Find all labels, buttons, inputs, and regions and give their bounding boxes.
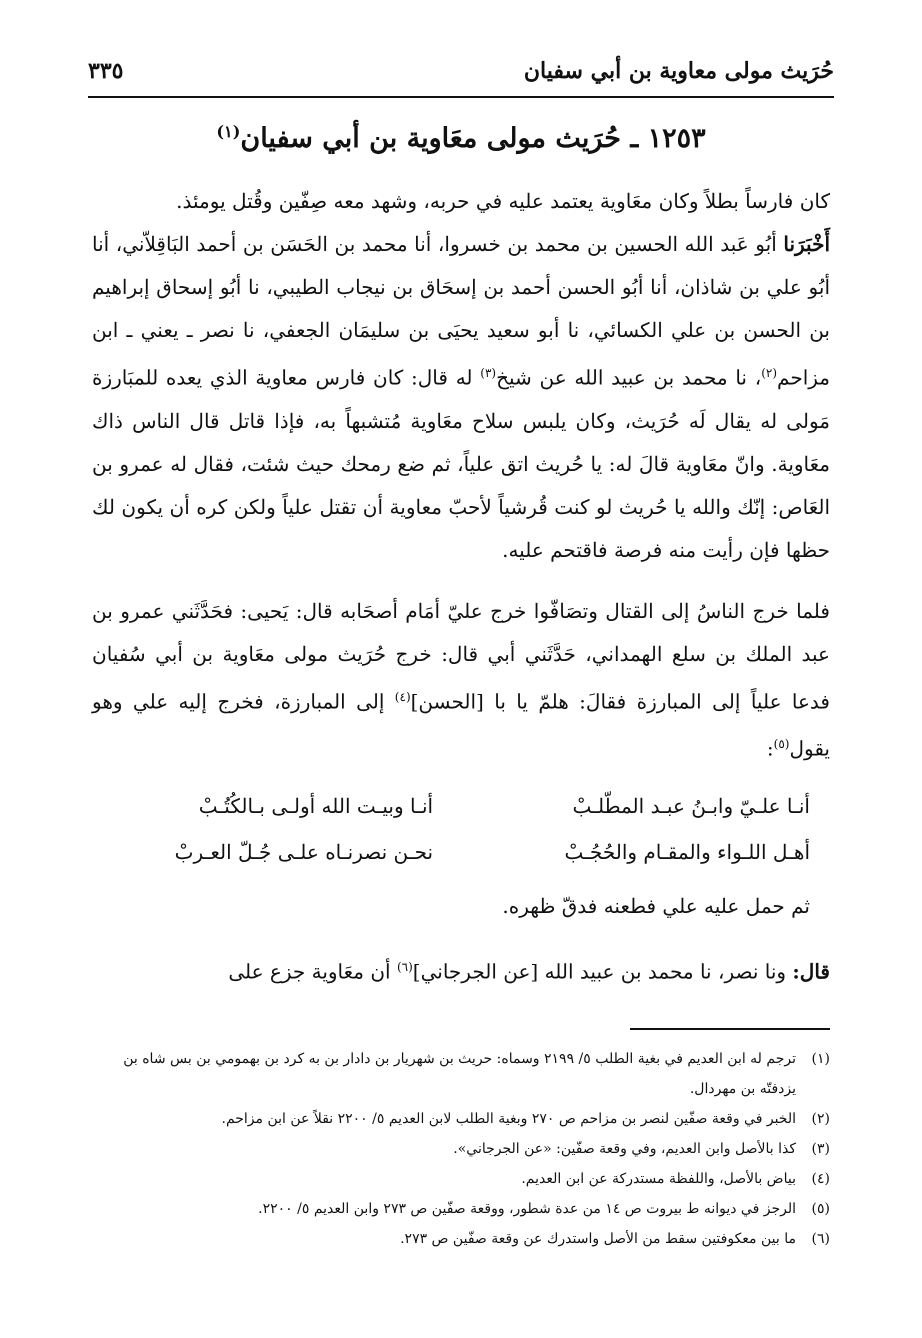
footnote-ref-1[interactable]: (١) (216, 122, 241, 141)
paragraph-keyword: قال: (792, 959, 830, 984)
poem-hemistich-first: أنـا علـيّ وابـنُ عبـد المطّلـبْ (572, 793, 810, 818)
footnote-ref-4[interactable]: (٤) (394, 689, 411, 704)
footnote-item (92, 1104, 830, 1134)
paragraph-text: له قال: كان فارس معاوية الذي يعده للمبَارزة مَولى له يقال لَه حُرَيث، وكان يلبس سلاح معَاوية مُتشبهاً به، فإذا قاتل قال الناس ذاك معَاوية. وانّ معَاوية قالَ له: يا حُريث اتق علياً، ثم ضع رمحك حيث شئت، فقال له عمرو بن العَاص: إنّك والله يا حُريث لو كنت قُرشياً لأحبّ معاوية أن تقتل علياً ولكن كره أن يكون لك حظها فإن رأيت منه فرصة فاقتحم عليه. (92, 365, 830, 562)
paragraph-text: أبُو عَبد الله الحسين بن محمد بن خسروا، أنا محمد بن الحَسَن بن أحمد البَاقِلاّني، أنا أبُو علي بن شاذان، أنا أبُو الحسن أحمد بن إسحَاق بن نيجاب الطيبي، نا أبُو إسحاق إبراهيم بن الحسن بن علي الكسائي، نا أبو سعيد يحيَى بن سليمَان الجعفي، نا نصر ـ يعني ـ ابن مزاحم (92, 232, 831, 390)
entry-title (88, 122, 834, 154)
footnote-item (92, 1194, 830, 1224)
footnote-ref-5[interactable]: (٥) (773, 737, 790, 752)
poem-line (112, 829, 810, 875)
footnote-text: الخبر في وقعة صفّين لنصر بن مزاحم ص ٢٧٠ وبغية الطلب لابن العديم ٥/ ٢٢٠٠ نقلاً عن ابن مزاحم. (221, 1111, 796, 1127)
paragraph-text: : (766, 736, 774, 761)
paragraph-text: فلما خرج الناسُ إلى القتال وتصَافّوا خرج عليّ أمَام أصحَابه قال: يَحيى: فحَدَّثَني عمرو بن عبد الملك بن سلع الهمداني، حَدَّثَني أبي قال: خرج حُرَيث مولى معَاوية بن أبي سُفيان فدعا علياً إلى المبارزة فقالَ: هلمّ يا با [الحسن] (92, 598, 830, 714)
footnote-number: (٦) (811, 1231, 830, 1247)
paragraph-text: إلى المبارزة، فخرج إليه علي وهو يقول (92, 689, 830, 761)
page-number: ٣٣٥ (88, 58, 124, 84)
footnote-divider (630, 1028, 830, 1030)
duel-paragraph (92, 590, 830, 771)
body-text (92, 180, 830, 994)
footnote-text: بياض بالأصل، واللفظة مستدركة عن ابن العديم. (521, 1171, 796, 1187)
after-poem-line: ثم حمل عليه علي فطعنه فدقّ ظهره. (502, 893, 810, 918)
paragraph-text: ونا نصر، نا محمد بن عبيد الله [عن الجرجاني] (412, 959, 793, 984)
footnote-ref-3[interactable]: (٣) (480, 366, 497, 380)
footnotes (92, 1044, 830, 1254)
running-title: حُرَيث مولى معاوية بن أبي سفيان (523, 58, 834, 84)
footnote-ref-2[interactable]: (٢) (761, 366, 778, 380)
isnad-paragraph (92, 223, 830, 572)
footnote-item (92, 1134, 830, 1164)
footnote-text: ما بين معكوفتين سقط من الأصل واستدرك عن وقعة صفّين ص ٢٧٣. (400, 1231, 796, 1247)
footnote-number: (٥) (811, 1201, 830, 1217)
footnote-item (92, 1164, 830, 1194)
closing-paragraph (92, 946, 830, 994)
intro-paragraph: كان فارساً بطلاً وكان معَاوية يعتمد عليه في حربه، وشهد معه صِفّين وقُتل يومئذ. (176, 189, 830, 213)
footnote-text: كذا بالأصل وابن العديم، وفي وقعة صفّين: «عن الجرجاني». (453, 1141, 796, 1157)
entry-title-text: ١٢٥٣ ـ حُرَيث مولى معَاوية بن أبي سفيان (240, 123, 706, 154)
footnote-item (92, 1224, 830, 1254)
paragraph-text: ، نا محمد بن عبيد الله عن شيخ (496, 365, 762, 390)
footnote-text: الرجز في ديوانه ط بيروت ص ١٤ من عدة شطور، ووقعة صفّين ص ٢٧٣ وابن العديم ٥/ ٢٢٠٠. (258, 1201, 796, 1217)
paragraph-text: أن معَاوية جزع على (228, 959, 397, 984)
paragraph-keyword: أَخْبَرَنا (783, 232, 830, 256)
running-header (88, 50, 834, 98)
poem (112, 783, 810, 875)
poem-hemistich-first: أهـل اللـواء والمقـام والحُجُـبْ (564, 839, 810, 864)
poem-line (112, 783, 810, 829)
footnote-number: (١) (811, 1051, 830, 1067)
footnote-number: (٢) (811, 1111, 830, 1127)
footnote-item (92, 1044, 830, 1104)
footnote-text: ترجم له ابن العديم في بغية الطلب ٥/ ٢١٩٩ وسماه: حريث بن شهريار بن دادار بن به كرد بن بهمومي بن بس شاه بن يزدفتّه بن مهردال. (123, 1051, 796, 1097)
footnote-ref-6[interactable]: (٦) (396, 959, 413, 974)
footnote-number: (٣) (811, 1141, 830, 1157)
poem-hemistich-second: أنـا وبيـت الله أولـى بـالكُتُـبْ (198, 793, 434, 818)
poem-hemistich-second: نحـن نصرنـاه علـى جُـلّ العـربْ (174, 839, 434, 864)
footnote-number: (٤) (811, 1171, 830, 1187)
